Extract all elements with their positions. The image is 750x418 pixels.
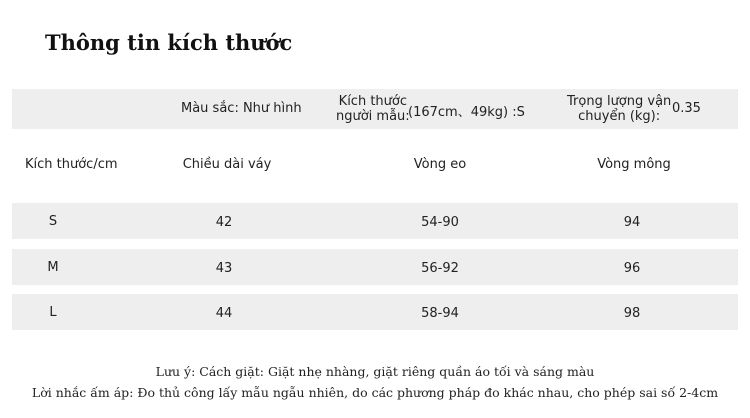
wash-note: Lưu ý: Cách giặt: Giặt nhẹ nhàng, giặt riêng quần áo tối và sáng màu [155, 364, 595, 379]
weight-label [567, 94, 671, 124]
model-label [336, 94, 410, 124]
measure-note: Lời nhắc ấm áp: Đo thủ công lấy mẫu ngẫu nhiên, do các phương pháp đo khác nhau, cho phép sai số 2-4cm [31, 385, 719, 400]
row-waist: 56-92 [421, 261, 459, 276]
header-length: Chiều dài váy [182, 157, 272, 172]
row-hip: 98 [623, 306, 641, 321]
row-waist: 54-90 [421, 215, 459, 230]
row-size: L [49, 305, 57, 320]
header-hip: Vòng mông [597, 157, 671, 172]
header-size: Kích thước/cm [25, 157, 118, 172]
header-waist: Vòng eo [413, 157, 467, 172]
model-label-line2: người mẫu: [336, 109, 410, 124]
row-hip: 96 [623, 261, 641, 276]
row-hip: 94 [623, 215, 641, 230]
weight-value: 0.35 [672, 101, 701, 116]
weight-label-line2: chuyển (kg): [578, 109, 661, 124]
row-size: S [48, 214, 58, 229]
model-label-line1: Kích thước [338, 94, 408, 109]
weight-label-line1: Trọng lượng vận [567, 94, 672, 109]
model-value: (167cm、49kg) :S [408, 105, 525, 120]
page-title: Thông tin kích thước [45, 30, 293, 55]
color-label: Màu sắc: Như hình [181, 101, 302, 116]
row-length: 44 [215, 306, 233, 321]
row-waist: 58-94 [421, 306, 459, 321]
row-size: M [47, 260, 59, 275]
row-length: 43 [215, 261, 233, 276]
row-length: 42 [215, 215, 233, 230]
